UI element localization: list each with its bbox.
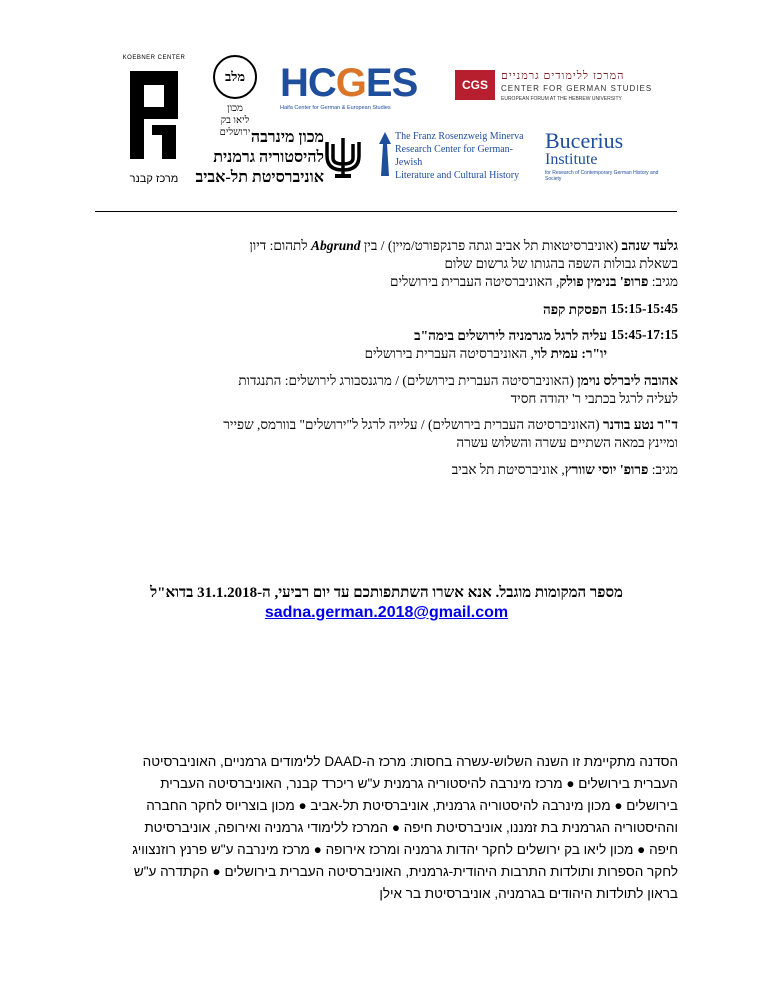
sponsors-line: לחקר הספרות ותולדות התרבות היהודית-גרמנית, האוניברסיטה העברית בירושלים ● הקתדרה ע"ש (133, 864, 678, 879)
rosenzweig-logo (375, 130, 535, 180)
talk1-german-term: Abgrund (310, 238, 361, 253)
registration-notice (95, 585, 678, 622)
session-chair (365, 345, 607, 363)
respondent-prefix: מגיב: (648, 274, 678, 289)
respondent2-institution: , אוניברסיטת תל אביב (451, 462, 565, 477)
rosenzweig-line: Research Center for German-Jewish (395, 144, 513, 168)
hcges-wordmark: HCGES (280, 61, 418, 105)
minerva-tau-logo (175, 128, 370, 188)
talk2-line2: לעליה לרגל בכתבי ר' יהודה חסיד (510, 391, 678, 406)
cgs-english: CENTER FOR GERMAN STUDIES (501, 84, 653, 93)
minerva-text (195, 128, 324, 188)
koebner-logo-hebrew: מרכז קבנר (129, 173, 179, 185)
cgs-logo (455, 70, 695, 110)
respondent2-prefix: מגיב: (648, 462, 678, 477)
chair-institution: , האוניברסיטה העברית בירושלים (364, 346, 534, 361)
talk1-respondent (390, 273, 678, 291)
chair-name: עמית לוי (533, 346, 578, 361)
rosenzweig-text (395, 130, 535, 182)
talk3-detail: (האוניברסיטה העברית בירושלים) / עלייה לרגל ל"ירושלים" בוורמס, שפייר (223, 417, 603, 432)
registration-email-link[interactable]: sadna.german.2018@gmail.com (264, 604, 509, 621)
sponsors-line: חיפה ● מכון ליאו בק ירושלים לחקר יהדות גרמניה ומרכז אירופה ● מרכז מינרבה ע"ש פרנץ רוזנצוויג (132, 842, 678, 857)
hcges-logo (280, 62, 430, 118)
talk3-line2: ומיינץ במאה השתיים עשרה והשלוש עשרה (456, 435, 678, 450)
leo-baeck-mark: מלב (213, 55, 257, 99)
talk1-affiliation: (אוניברסיטאות תל אביב וגתה פרנקפורט/מיין) / בין (360, 238, 622, 253)
sponsors-line: הסדנה מתקיימת זו השנה השלוש-עשרה בחסות: מרכז ה-DAAD ללימודים גרמניים, האוניברסיטה (142, 754, 678, 769)
session-time: 15:45-17:15 (610, 327, 678, 342)
sponsors-line: בראון לתולדות היהודים בגרמניה, אוניברסיטת בר אילן (379, 886, 678, 901)
talk2-detail: (האוניברסיטה העברית בירושלים) / מרגנסבורג לירושלים: התנגדות (238, 373, 578, 388)
respondent-institution: , האוניברסיטה העברית בירושלים (390, 274, 560, 289)
minerva-line: להיסטוריה גרמנית (213, 149, 324, 166)
sponsors-line: וההיסטוריה הגרמנית בת זמננו, אוניברסיטת חיפה ● המרכז ללימודי גרמניה ואירופה, אוניברסיטת (144, 820, 678, 835)
talk1-line1 (249, 237, 678, 255)
bucerius-title: Bucerius (545, 128, 624, 153)
cgs-english-sub: EUROPEAN FORUM AT THE HEBREW UNIVERSITY (501, 96, 622, 102)
respondent2-name: פרופ' יוסי שוורץ (564, 462, 649, 477)
sponsors-paragraph (95, 751, 678, 905)
talk1-title-start: לתהום: דיון (249, 238, 311, 253)
talk2-speaker: אהובה ליברלס נוימן (577, 373, 678, 388)
minerva-line: מכון מינרבה (250, 129, 324, 146)
leo-baeck-logo (205, 55, 265, 138)
registration-message: מספר המקומות מוגבל. אנא אשרו השתתפותכם עד יום רביעי, ה-31.1.2018 בדוא"ל (150, 585, 623, 601)
minerva-line: אוניברסיטת תל-אביב (195, 169, 324, 186)
talk1-line2: בשאלת גבולות השפה בהגותו של גרשום שלום (444, 256, 678, 271)
chair-prefix: יו"ר: (578, 346, 607, 361)
leo-baeck-line: ליאו בק (220, 115, 250, 126)
sponsors-line: בירושלים ● מכון מינרבה להיסטוריה גרמנית, אוניברסיטת תל-אביב ● מכון בוצריוס לחקר החברה (146, 798, 678, 813)
koebner-logo-caption: KOEBNER CENTER (122, 55, 186, 61)
leo-baeck-line: ירושלים (219, 127, 251, 138)
cgs-mark: CGS (455, 70, 495, 100)
koebner-mark-icon (126, 67, 182, 167)
rosenzweig-figure-icon (375, 130, 395, 178)
break-time: 15:15-15:45 (610, 301, 678, 316)
talk3-line1 (223, 416, 678, 434)
bucerius-logo (545, 130, 665, 185)
respondent-name: פרופ' בנימין פולק (559, 274, 649, 289)
tau-candelabra-icon (325, 132, 361, 180)
talk2-line1 (238, 372, 678, 390)
rosenzweig-line: Literature and Cultural History (395, 170, 520, 181)
talk1-speaker: גלעד שנהב (621, 238, 678, 253)
bucerius-subtitle: Institute (545, 151, 598, 168)
break-label: הפסקת קפה (543, 302, 607, 317)
talk3-speaker: ד"ר נטע בודנר (602, 417, 678, 432)
header-divider (95, 211, 677, 212)
cgs-hebrew: המרכז ללימודים גרמניים (501, 70, 625, 82)
sponsors-line: העברית בירושלים ● מרכז מינרבה להיסטוריה גרמנית ע"ש ריכרד קבנר, האוניברסיטה העברית (160, 776, 678, 791)
session-title: עליה לרגל מגרמניה לירושלים בימה"ב (414, 328, 607, 343)
rosenzweig-line: The Franz Rosenzweig Minerva (395, 131, 524, 142)
leo-baeck-line: מכון (227, 103, 243, 114)
hcges-subtitle: Haifa Center for German & European Studies (280, 105, 391, 111)
respondent-2 (452, 461, 678, 479)
bucerius-caption: for Research of Contemporary German History and Society (545, 170, 659, 182)
